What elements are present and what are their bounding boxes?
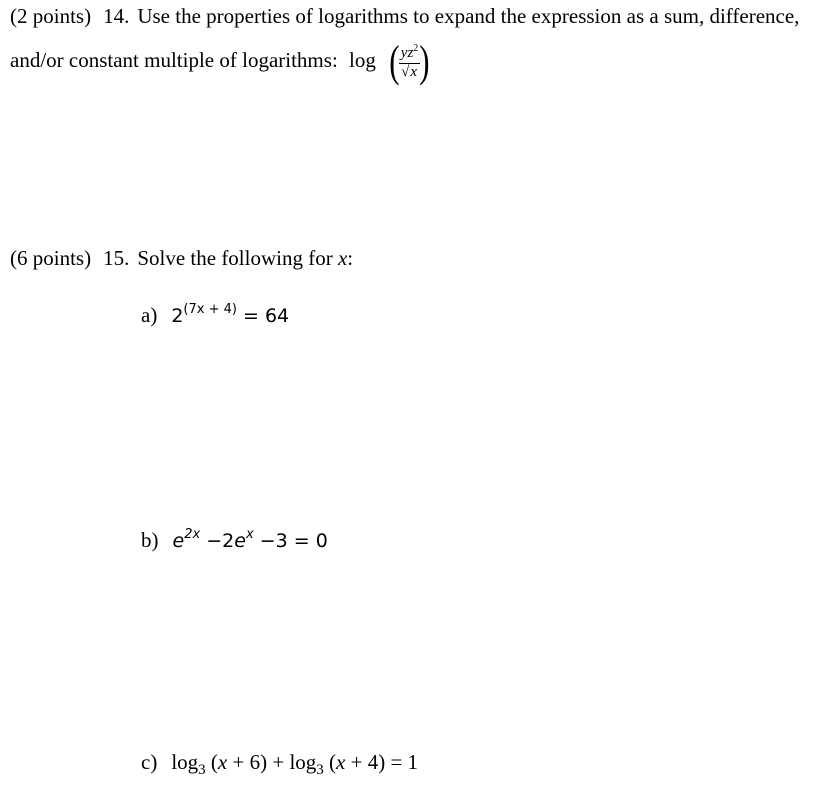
part-c-log1: log bbox=[171, 750, 199, 774]
part-c-arg1-var: x bbox=[217, 750, 228, 774]
question-14-text-line-2: and/or constant multiple of logarithms: bbox=[10, 47, 338, 72]
part-a-exponent: (7x + 4) bbox=[183, 302, 237, 317]
part-c-arg2-open: ( bbox=[323, 750, 337, 774]
part-c-arg2-var: x bbox=[336, 750, 346, 774]
sqrt-icon: √ bbox=[401, 63, 410, 80]
part-c-label: c) bbox=[141, 750, 158, 774]
part-b-e2-exponent: x bbox=[245, 527, 254, 542]
fraction-numerator bbox=[399, 44, 421, 62]
part-c-log2: log bbox=[289, 750, 317, 774]
part-a-equation bbox=[171, 302, 290, 328]
part-c-equation bbox=[171, 750, 419, 779]
right-paren: ) bbox=[419, 37, 430, 86]
part-a-base: 2 bbox=[171, 305, 184, 328]
part-c-arg1-rest: + 6) + bbox=[227, 750, 290, 774]
log-expression bbox=[349, 37, 432, 86]
log-argument-fraction bbox=[387, 37, 432, 86]
question-14-text-line-1: Use the properties of logarithms to expand the expression as a sum, difference, bbox=[137, 4, 800, 28]
part-b-rest: −3 = 0 bbox=[253, 530, 328, 553]
question-15-header bbox=[10, 248, 353, 269]
left-paren: ( bbox=[389, 37, 400, 86]
numerator-exponent: 2 bbox=[413, 42, 419, 54]
question-15-points: (6 points) bbox=[10, 246, 92, 270]
part-c-arg2-rest: + 4) = 1 bbox=[345, 750, 419, 774]
numerator-vars: yz bbox=[400, 44, 414, 61]
question-15-prompt: Solve the following for bbox=[137, 246, 333, 270]
part-b-mid: −2 bbox=[200, 530, 235, 553]
question-14-points: (2 points) bbox=[10, 4, 92, 28]
question-15-variable: x bbox=[337, 246, 348, 270]
question-14-number: 14. bbox=[103, 4, 130, 28]
part-b-equation bbox=[172, 527, 328, 553]
part-c-arg1-open: ( bbox=[205, 750, 218, 774]
part-b-e2: e bbox=[234, 530, 246, 553]
part-a-label: a) bbox=[141, 303, 158, 328]
part-b-e1-exponent: 2x bbox=[184, 527, 201, 542]
fraction-denominator bbox=[401, 65, 418, 81]
part-c bbox=[141, 752, 418, 778]
part-b-label: b) bbox=[141, 528, 159, 553]
log-word: log bbox=[349, 47, 376, 72]
sqrt-radicand: x bbox=[410, 63, 417, 80]
fraction bbox=[399, 44, 421, 81]
part-c-base1: 3 bbox=[198, 762, 206, 779]
part-b bbox=[141, 527, 328, 553]
part-a bbox=[141, 302, 290, 328]
part-b-e1: e bbox=[172, 530, 185, 553]
question-14-line-2 bbox=[10, 37, 432, 86]
question-15-colon: : bbox=[347, 246, 354, 270]
question-14-line-1 bbox=[10, 6, 799, 27]
question-15-number: 15. bbox=[103, 246, 130, 270]
part-a-rhs: = 64 bbox=[236, 305, 290, 328]
part-c-base2: 3 bbox=[316, 762, 324, 779]
